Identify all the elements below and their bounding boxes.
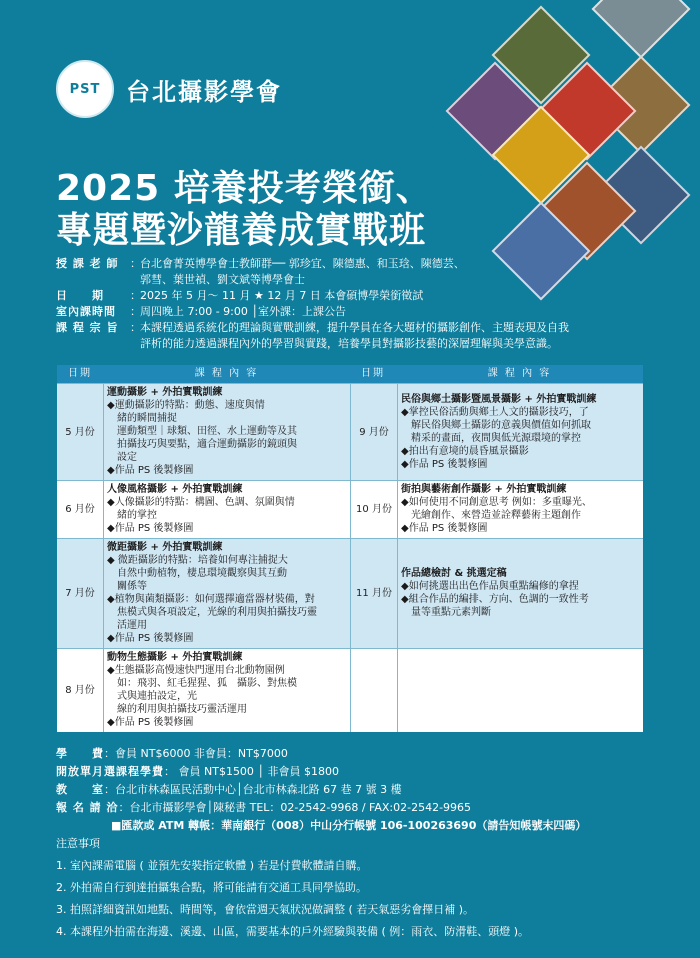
course-detail-line: ◆如何使用不同創意思考 例如：多重曝光、 [401,497,592,508]
course-content-cell [104,649,351,732]
fee-row: ■匯款或 ATM 轉帳：華南銀行（008）中山分行帳號 106-100263690（請告知帳號末四碼） [56,819,587,832]
org-seal-logo: PST [56,60,114,118]
month-cell: 11 月份 [351,539,398,648]
course-detail-line: ◆作品 PS 後製修圖 [107,633,194,644]
course-title: 民俗與鄉土攝影暨風景攝影 + 外拍實戰訓練 [401,393,597,405]
course-detail-line: 拍攝技巧與要點，適合運動攝影的鏡頭與 [107,439,297,450]
course-detail-line: 線的利用與拍攝技巧靈活運用 [107,704,247,715]
photo-mosaic [400,0,700,300]
course-title: 人像風格攝影 + 外拍實戰訓練 [107,484,243,495]
course-content-cell [104,481,351,538]
table-row [57,383,643,480]
info-row: 授 課 老 師 ： 台北會菁英博學會士教師群── 郭珍宜、陳德惠、和玉琀、陳德芸、 [56,257,465,270]
course-detail-line: ◆作品 PS 後製修圖 [107,465,194,476]
notes-title: 注意事項 [56,837,100,850]
course-detail-line: ◆生態攝影高慢速快門運用台北動物園例 [107,665,285,676]
course-detail-line: ◆作品 PS 後製修圖 [107,523,194,534]
note-item: 1. 室內課需電腦 ( 並預先安裝指定軟體 ) 若是付費軟體請自購。 [56,859,368,872]
page-title: 2025 培養投考榮銜、 專題暨沙龍養成實戰班 [56,168,433,251]
course-detail-line: 緒的掌控 [107,510,157,521]
info-row: 評析的能力透過課程內外的學習與實踐，培養學員對攝影技藝的深層理解與美學意識。 [140,337,558,350]
table-row [57,538,643,648]
org-name: 台北攝影學會 [126,77,282,106]
course-content-cell [398,539,645,648]
course-content-cell [398,481,645,538]
info-row: 郭彗、葉世禎、劉文斌等博學會士 [140,273,305,286]
fees-and-contact [56,745,656,941]
table-row [57,648,643,732]
schedule-table [57,365,643,732]
course-title: 作品總檢討 & 挑選定稿 [401,568,507,579]
month-cell: 8 月份 [57,649,104,732]
mosaic-photo [592,0,691,58]
month-cell: 5 月份 [57,384,104,480]
fee-row: 報 名 請 洽 ：台北市攝影學會│陳秘書 TEL：02-2542-9968 / FAX:02-2542-9965 [56,801,472,814]
month-cell: 7 月份 [57,539,104,648]
course-content-cell [104,539,351,648]
note-item: 4. 本課程外拍需在海邊、溪邊、山區，需要基本的戶外經驗與裝備 ( 例：雨衣、防滑鞋、頭燈 )。 [56,925,530,938]
month-cell: 6 月份 [57,481,104,538]
fee-row: 教 室 ：台北市林森區民活動中心│台北市林森北路 67 巷 7 號 3 樓 [56,783,402,796]
course-info [56,256,656,352]
info-row: 室內課時間 ： 周四晚上 7:00 - 9:00 │室外課：上課公告 [56,305,346,318]
course-detail-line: ◆作品 PS 後製修圖 [107,717,194,728]
course-detail-line: ◆組合作品的編排、方向、色調的一致性考 [401,594,589,605]
course-content-cell [104,384,351,480]
fee-row: 學 費 ：會員 NT$6000 非會員：NT$7000 [56,747,288,760]
course-title: 動物生態攝影 + 外拍實戰訓練 [107,652,243,663]
course-detail-line: ◆植物與菌類攝影：如何選擇適當器材裝備，對 [107,594,315,605]
course-title: 微距攝影 + 外拍實戰訓練 [107,542,223,553]
info-row: 日 期 ： 2025 年 5 月～ 11 月 ★ 12 月 7 日 本會碩博學榮銜徵試 [56,289,424,302]
course-detail-line: 緒的瞬間捕捉 [107,413,177,424]
course-title: 運動攝影 + 外拍實戰訓練 [107,387,223,398]
course-detail-line: ◆作品 PS 後製修圖 [401,523,488,534]
course-detail-line: ◆掌控民俗活動與鄉土人文的攝影技巧，了 [401,406,589,418]
course-detail-line: 關係等 [107,581,147,592]
note-item: 2. 外拍需自行到達拍攝集合點，將可能請有交通工具同學協助。 [56,881,367,894]
month-cell: 9 月份 [351,384,398,480]
course-detail-line: 量等重點元素判斷 [401,607,491,618]
month-cell: 10 月份 [351,481,398,538]
course-detail-line: 光繪創作、來營造並詮釋藝術主題創作 [401,510,581,521]
table-header: 日期 課 程 內 容 日期 課 程 內 容 [57,365,643,383]
course-detail-line: ◆ 微距攝影的特點：培養如何專注捕捉大 [107,555,288,566]
course-content-cell [398,649,645,732]
course-detail-line: 精采的畫面，夜間與低光源環境的掌控 [401,432,581,444]
course-detail-line: 活運用 [107,620,147,631]
course-content-cell [398,384,645,480]
course-detail-line: ◆如何挑選出出色作品與重點編修的拿捏 [401,581,579,592]
course-detail-line: ◆作品 PS 後製修圖 [401,458,488,470]
course-detail-line: ◆拍出有意境的晨昏風景攝影 [401,445,529,457]
course-detail-line: 設定 [107,452,137,463]
course-title: 街拍與藝術創作攝影 + 外拍實戰訓練 [401,484,567,495]
course-detail-line: 運動類型｜球類、田徑、水上運動等及其 [107,426,297,437]
course-detail-line: ◆人像攝影的特點：構圖、色調、氛圍與情 [107,497,295,508]
table-row [57,480,643,538]
course-detail-line: 焦模式與各項設定，光線的利用與拍攝技巧靈 [107,607,317,618]
month-cell [351,649,398,732]
course-detail-line: 自然中動植物，棲息環境觀察與其互動 [107,568,287,579]
course-detail-line: 式與連拍設定，光 [107,691,197,702]
note-item: 3. 拍照詳細資訊如地點、時間等，會依當週天氣狀況做調整 ( 若天氣惡劣會擇日補 )。 [56,903,475,916]
course-detail-line: ◆運動攝影的特點：動態、速度與情 [107,400,265,411]
logo [56,60,282,118]
course-detail-line: 解民俗與鄉土攝影的意義與價值如何抓取 [401,419,591,431]
fee-row: 開放單月選課程學費 ： 會員 NT$1500 │ 非會員 $1800 [56,765,340,778]
info-row: 課 程 宗 旨 ： 本課程透過系統化的理論與實戰訓練，提升學員在各大題材的攝影創作、主題表現及自我 [56,321,569,334]
course-detail-line: 如：飛羽、紅毛猩猩、狐 攝影、對焦模 [107,678,297,689]
